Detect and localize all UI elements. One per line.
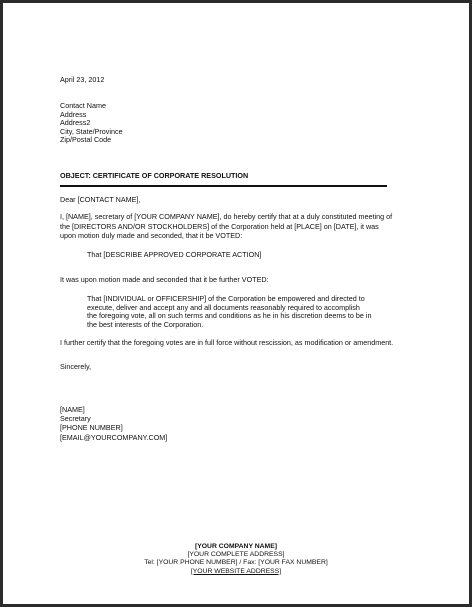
address-line: City, State/Province — [60, 126, 123, 136]
object-heading: OBJECT: CERTIFICATE OF CORPORATE RESOLUTION — [60, 171, 249, 180]
signature-block — [60, 405, 167, 442]
salutation: Dear [CONTACT NAME], — [60, 195, 141, 204]
document-page — [3, 3, 469, 604]
paragraph-further-voted: It was upon motion made and seconded that it be further VOTED: — [60, 275, 269, 284]
signature-phone: [PHONE NUMBER] — [60, 423, 123, 433]
signature-name: [NAME] — [60, 405, 85, 414]
footer-contact: Tel: [YOUR PHONE NUMBER] / Fax: [YOUR FAX NUMBER] — [144, 559, 328, 567]
paragraph-line: execute, deliver and accept any and all documents reasonably required to accomplish — [87, 302, 360, 312]
recipient-address — [60, 102, 123, 145]
signature-title: Secretary — [60, 414, 91, 424]
paragraph-line: upon motion duly made and seconded, that it be VOTED: — [60, 231, 243, 241]
footer-company: [YOUR COMPANY NAME] — [194, 543, 278, 550]
signature-email: [EMAIL@YOURCOMPANY.COM] — [60, 432, 168, 442]
address-line: Address2 — [60, 118, 91, 128]
paragraph-further-certify: I further certify that the foregoing votes are in full force without rescission, as modification or amendment. — [60, 338, 394, 347]
paragraph-line: the best interests of the Corporation. — [87, 319, 204, 329]
paragraph-line: the foregoing vote, all on such terms and conditions as he in his discretion deems to be in — [87, 311, 372, 320]
footer-address: [YOUR COMPLETE ADDRESS] — [187, 551, 285, 559]
paragraph-line: I, [NAME], secretary of [YOUR COMPANY NAME], do hereby certify that at a duly constituted meeting of — [60, 212, 393, 221]
footer-website-link[interactable]: [YOUR WEBSITE ADDRESS] — [190, 567, 282, 575]
paragraph-line: the [DIRECTORS AND/OR STOCKHOLDERS] of the Corporation held at [PLACE] on [DATE], it was — [60, 221, 379, 231]
address-line: Zip/Postal Code — [60, 135, 112, 145]
address-line: Address — [60, 109, 87, 119]
voted-empowerment — [87, 295, 371, 329]
letter-date: April 23, 2012 — [60, 75, 105, 84]
voted-action: That [DESCRIBE APPROVED CORPORATE ACTION] — [87, 250, 262, 259]
letterhead-footer — [3, 543, 469, 576]
address-line: Contact Name — [60, 101, 106, 110]
heading-divider — [60, 185, 387, 187]
closing: Sincerely, — [60, 362, 92, 371]
paragraph-certify — [60, 212, 392, 241]
paragraph-line: That [INDIVIDUAL or OFFICERSHIP] of the Corporation be empowered and directed to — [87, 294, 365, 303]
